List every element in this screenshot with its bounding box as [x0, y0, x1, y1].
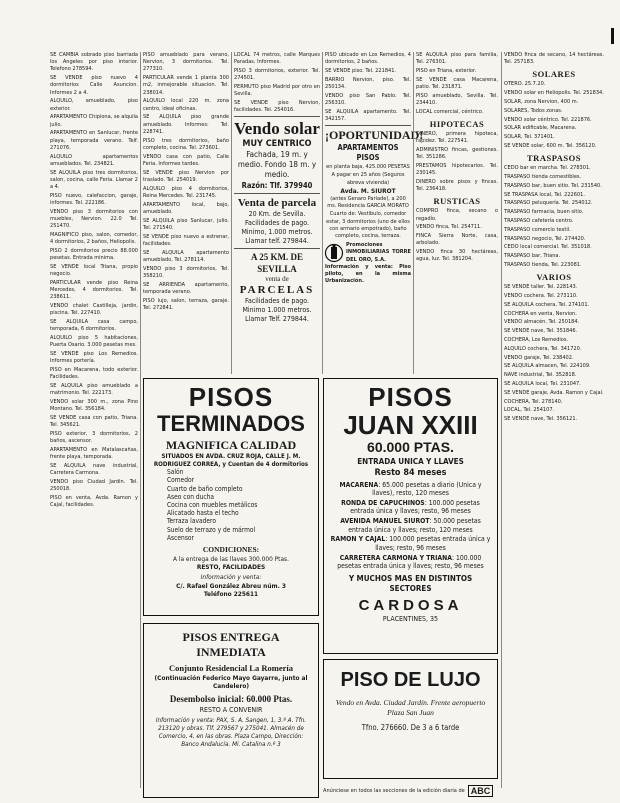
classified-ad: SE ALQUILA cochera, Tel. 274101. [504, 301, 590, 308]
km25-venta: venta de [265, 275, 289, 284]
classified-ad: PARTICULAR vende piso Reina Mercedes, 4 dormitorios. Tel. 238611. [50, 280, 138, 301]
classified-ad: TRASPASO cafetería centro. [504, 217, 574, 224]
juan-location-terms: : 100.000 pesetas entrada única y llaves; resto, 96 meses [375, 535, 491, 552]
classified-ad: TRASPASO peluquería. Tel. 254012. [504, 200, 593, 207]
classified-ad: PISO amueblado para verano, Nervion, 3 dormitorios. Tel. 277310. [143, 52, 229, 73]
oportunidad-line: (antes Genaro Parlade), a 200 ms. Residencia GARCIA MORATO [327, 196, 409, 210]
classified-ad: ALQUILO local 220 m. zona centro, ideal oficinas. [143, 98, 229, 112]
solares-heading: SOLARES [532, 69, 576, 80]
classified-ad: SOLAR, zona Nervion, 400 m. [504, 99, 579, 105]
juan-location-block [329, 535, 492, 552]
classified-ad: SE ARRIENDA apartamento, temporada verano. [143, 281, 229, 295]
divider [234, 248, 320, 249]
classified-ad: SOLAR, Tel. 371401. [504, 134, 555, 141]
terminados-feature: Cocina con muebles metálicos [167, 501, 258, 509]
oportunidad-line: A pagar en 25 años (Seguros abreva vivienda) [331, 172, 405, 186]
classified-ad: PISO exterior, 3 dormitorios, 2 baños, ascensor. [50, 431, 138, 445]
classified-ad: SE VENDE piso nuevo 4 dormitorios Calle Asuncion. Informes 2 a 4. [50, 75, 138, 96]
pisos-entrega-inmediata-ad [143, 623, 319, 798]
classified-ad: COCHERA en venta, Nervion. [504, 310, 577, 317]
juan-location-terms: : 65.000 pesetas a diario (Unica y llaves), resto, 120 meses [372, 480, 482, 497]
terminados-feature: Terraza lavadero [167, 517, 216, 526]
classified-ad: PRESTAMOS hipotecarios. Tel. 230145. [416, 163, 498, 177]
classified-ad: ALQUILO piso 5 habitaciones, Puerta Osario. 3.000 pesetas mes. [50, 335, 138, 349]
terminados-feature: Cuarto de baño completo [167, 484, 243, 493]
classified-ad: LOCAL comercial, céntrico. [416, 108, 484, 115]
classified-ad: SE VENDE casa con patio, Triana. Tel. 345621. [50, 415, 138, 429]
classified-ad: SE VENDE local Triana, propio negocio. [50, 264, 138, 278]
classified-ad: PISO ubicado en Los Remedios, 4 dormitorios, 2 baños. [325, 52, 411, 66]
vendo-solar-body: Fachada, 19 m. y medio. Fondo 18 m. y medio. [237, 150, 317, 180]
classified-ad: PISO amueblado, Sevilla. Tel. 234410. [416, 92, 498, 106]
classified-ad: VENDO finca, Tel. 254711. [416, 224, 482, 231]
juan-location-terms: : 50.000 pesetas entrada única y llaves; resto, 120 meses [348, 517, 481, 534]
classified-ad: TRASPASO farmacia, buen sitio. [504, 209, 584, 216]
juan-muchos-mas: Y MUCHOS MAS EN DISTINTOS SECTORES [348, 573, 473, 593]
oportunidad-info: Información y venta: Piso piloto, en la misma Urbanización. [325, 263, 411, 285]
classified-ad: VENDO chalet Castilleja, jardin, piscina. Tel. 227410. [50, 303, 138, 317]
vendo-solar-contact: Razón: Tlf. 379940 [241, 181, 313, 191]
juan-location-name: AVENIDA MANUEL SIUROT [340, 517, 430, 526]
juan-location-name: RONDA DE CAPUCHINOS [341, 498, 425, 507]
juan-location-terms: : 100.000 pesetas entrada única y llaves; resto, 96 meses [337, 553, 484, 571]
column-divider [231, 52, 232, 374]
classified-ad: SE VENDE piso Nervion por traslado. Tel. 254019. [143, 169, 229, 183]
entrega-colonia: (Continuación Federico Mayo Gayarre, junto al Candelero) [154, 674, 308, 690]
classified-ad: CEDO bar en marcha. Tel. 278301. [504, 165, 591, 172]
entrega-info: Información y venta: PAX, S. A. Sangen, 1, 3.º A. Tfn. 213120 y obras. Tlf. 279567 y 275041. Almacén de Comercio, 4, en las obras. Plaza Campo, Dirección: Banco Andalucía. Mi. Catalina n.º 3 [155, 717, 307, 748]
classified-ad: MAGNIFICO piso, salon, comedor, 4 dormitorios, 2 baños, Heliopolis. [50, 232, 138, 246]
oportunidad-line: Cuarto de: Vestibulo, comedor estar, 3 dormitorios (uno de ellos con armario empotrado), baño completo, cocina, terraza. [326, 211, 410, 240]
juan-location-terms: : 100.000 pesetas entrada única y llaves; resto, 96 meses [350, 498, 480, 516]
classified-ad: OTERO. 25.7.20. [504, 81, 546, 88]
pisos-juan-xxiii-ad [323, 378, 498, 654]
classified-ad: SE ALQUILA apartamento amueblado, Tel. 278114. [143, 249, 229, 263]
classified-ad: VENDO solar en Heliopolis. Tel. 251834. [504, 90, 604, 97]
classified-ad: PISO 2 dormitorios precio 88.000 pesetas. Entrada minima. [50, 248, 138, 262]
classified-ad: VENDO piso Ciudad Jardin. Tel. 250018. [50, 479, 138, 493]
classified-ad: SE ALQUILA local, Tel. 231047. [504, 380, 581, 387]
juan-address: PLACENTINES, 35 [382, 614, 439, 623]
classified-ad: SE ALQUILA nave industrial, Carretera Carmona. [50, 463, 138, 477]
terminados-conditions-title: CONDICIONES: [202, 545, 260, 555]
piso-de-lujo-ad [323, 659, 498, 779]
classified-ad: PISO en venta, Avda. Ramon y Cajal, facilidades. [50, 495, 138, 509]
terminados-condition-2: RESTO, FACILIDADES [196, 563, 266, 572]
juan-location-block [329, 499, 492, 516]
classified-ad: SE VENDE piso Nervion, facilidades. Tel. 254016. [234, 100, 320, 114]
classified-ad: SOLARES, Todos zonas. [504, 107, 563, 114]
divider [234, 193, 320, 194]
classified-ad: SE VENDE piso Los Remedios. Informes portería. [50, 351, 138, 365]
juan-title-1: PISOS [368, 382, 453, 412]
juan-location-block [329, 481, 492, 498]
vendo-finca-ad: VENDO finca de secano, 14 hectáreas. Tel. 257183. [504, 52, 604, 66]
classified-ad: VENDO piso 3 dormitorios con muebles, Nervion. 22.0 Tel. 251470. [50, 208, 138, 230]
classified-ad: APARTAMENTO en Matalascañas, frente playa, temporada. [50, 447, 138, 461]
classified-ad: SE ALQUILA piso tres dormitorios, salon, cocina, calle Feria. Llamar 2 a 4. [50, 169, 138, 191]
column-6-classifieds [504, 52, 604, 800]
column-4-ads [325, 52, 424, 374]
oportunidad-subtitle: APARTAMENTOS PISOS [337, 143, 399, 163]
lujo-phone: Tfno. 276660. De 3 a 6 tarde [361, 723, 460, 732]
classified-ad: PISO tres dormitorios, baño completo, cocina. Tel. 273601. [143, 137, 229, 151]
juan-price: 60.000 PTAS. [367, 439, 454, 455]
column-divider [140, 52, 141, 788]
hipotecas-heading: HIPOTECAS [429, 119, 485, 129]
entrega-conjunto: Conjunto Residencial La Romería [169, 663, 293, 673]
classified-ad: SE ALQUILA piso Sanlucar, julio. Tel. 271540. [143, 217, 229, 231]
column-5-classifieds [416, 52, 498, 374]
column-2-classifieds [143, 52, 229, 374]
promoter-block [325, 242, 411, 264]
classified-ad: VENDO solar 300 m., zona Pino Montano. Tel. 356184. [50, 399, 138, 413]
divider [325, 125, 411, 126]
classified-ad: ALQUILO piso 4 dormitorios, Reina Mercedes. Tel. 231745. [143, 185, 229, 199]
classified-ad: SE VENDE nave, Tel. 356121. [504, 416, 578, 423]
juan-location-name: RAMON Y CAJAL [330, 535, 386, 544]
juan-resto: Resto 84 meses [374, 468, 447, 478]
classified-ad: SE ALQUILA piso amueblado a matrimonio. Tel. 222173. [50, 383, 138, 397]
classified-ad: VENDO cochera. Tel. 273110. [504, 292, 578, 299]
parcela-body: 20 Km. de Sevilla. Facilidades de pago. Minimo, 1.000 metros. Llamar telf. 279844. [241, 210, 313, 246]
classified-ad: APARTAMENTO Chipiona, se alquila julio. [50, 114, 138, 128]
terminados-feature: Suelo de terrazo y de mármol [167, 525, 256, 534]
oportunidad-title: ¡OPORTUNIDAD! [325, 128, 424, 143]
lujo-line-1: Vendo en Avda. Ciudad Jardín. Frente aeropuerto Plaza San Juan [335, 698, 486, 717]
classified-ad: TRASPASO tienda, Tel. 223081. [504, 261, 582, 268]
traspasos-heading: TRASPASOS [527, 153, 581, 164]
classified-ad: ALQUILO cochera, Tel. 341720. [504, 345, 582, 352]
classified-ad: PISO 3 dormitorios, exterior. Tel. 274501. [234, 68, 320, 82]
classified-ad: APARTAMENTO en Sanlucar, frente playa, temporada verano. Telf. 271076. [50, 130, 138, 151]
terminados-title-1: PISOS [188, 382, 274, 412]
classified-ad: COCHERA, Los Remedios. [504, 336, 569, 343]
classified-ad: SE ALQUILA piso grande amueblado. Informes: Tel. 228741. [143, 114, 229, 135]
page-edge-mark [611, 28, 614, 44]
juan-cardosa: CARDOSA [358, 596, 463, 614]
terminados-calidad: MAGNIFICA CALIDAD [165, 438, 297, 452]
abc-footer-text: Anúnciese en todos las secciones de la edición diaria de [323, 787, 465, 794]
terminados-feature: Alicatado hasta el techo [167, 509, 239, 518]
column-divider [322, 52, 323, 374]
pisos-terminados-ad [143, 378, 319, 616]
classified-ad: SE TRASPASA local, Tel. 222601. [504, 191, 585, 198]
classified-ad: VENDO piso 3 dormitorios, Tel. 358210. [143, 265, 229, 279]
vendo-solar-subtitle: MUY CENTRICO [242, 139, 312, 150]
juan-location-name: CARRETERA CARMONA Y TRIANA [339, 553, 452, 562]
lujo-title: PISO DE LUJO [340, 669, 481, 691]
km25-parcelas: PARCELAS [239, 284, 315, 297]
terminados-info-address: C/. Rafael González Abreu núm. 3 [176, 582, 286, 591]
terminados-feature: Ascensor [167, 533, 194, 542]
classified-ad: SE VENDE piso. Tel. 221841. [325, 68, 397, 74]
terminados-title-2: TERMINADOS [157, 411, 305, 436]
classified-ad: ALQUILO apartamentos amueblados. Tel. 234821. [50, 153, 138, 167]
classified-ad: SE VENDE taller. Tel. 228143. [504, 284, 578, 291]
terminados-phone: Teléfono 225611 [203, 590, 259, 599]
classified-ad: DINERO sobre pisos y fincas. Tel. 236418. [416, 179, 498, 193]
terminados-address: SITUADOS EN AVDA. CRUZ ROJA, CALLE J. M. RODRIGUEZ CORREA, y Cuentan de 4 dormitorios [153, 453, 309, 468]
classified-ad: VENDO piso San Pablo. Tel. 256310. [325, 92, 411, 106]
varios-heading: VARIOS [536, 272, 572, 283]
classified-ad: NAVE industrial, Tel. 352818. [504, 372, 577, 379]
divider [234, 116, 320, 117]
juan-title-2: JUAN XXIII [343, 410, 478, 440]
vendo-solar-title: Vendo solar [234, 119, 320, 139]
classified-ad: ADMINISTRO fincas, gestiones. Tel. 351286. [416, 147, 498, 161]
classified-ad: SE VENDE nave, Tel. 351846. [504, 328, 578, 335]
rusticas-heading: RUSTICAS [433, 196, 481, 207]
km25-title: A 25 KM. DE SEVILLA [250, 252, 303, 275]
column-divider [501, 52, 502, 788]
classified-ad: ALQUILO, amueblado, piso exterior. [50, 98, 138, 112]
entrega-desembolso: Desembolso inicial: 60.000 Ptas. [169, 694, 293, 704]
classified-ad: TRASPASO comercio textil. [504, 226, 571, 233]
classified-ad: SE ALQUILA casa campo, temporada, 6 dormitorios. [50, 319, 138, 333]
classified-ad: COCHERA, Tel. 278140. [504, 398, 563, 405]
classified-ad: BARRIO Nervion, piso. Tel. 250134. [325, 76, 411, 90]
classified-ad: TRASPASO negocio, Tel. 274420. [504, 235, 586, 242]
oportunidad-line: Avda. M. SIUROT [340, 186, 396, 195]
classified-ad: SE ALQUILA apartamento. Tel. 342157. [325, 108, 411, 122]
terminados-feature: Comedor [167, 476, 195, 485]
terminados-info-title: Información y venta: [200, 573, 262, 582]
column-divider [413, 52, 414, 374]
km25-body: Facilidades de pago. Minimo 1.000 metros. Llamar Telf. 279844. [242, 297, 312, 324]
classified-ad: PISO en Macarena, todo exterior. Facilidades. [50, 367, 138, 381]
entrega-resto: RESTO A CONVENIR [199, 706, 263, 714]
classified-ad: PISO nuevo, calefaccion, garaje, informes. Tel. 222186. [50, 192, 138, 207]
classified-ad: SE ALQUILA almacen, Tel. 224109. [504, 363, 591, 370]
terminados-feature: Salón [167, 468, 184, 477]
classified-ad: PARTICULAR vende 1 planta 300 m2, inmejorable situacion. Tel. 238014. [143, 75, 229, 96]
entrega-title: PISOS ENTREGA INMEDIATA [182, 630, 280, 659]
classified-ad: SE VENDE solar, 600 m. Tel. 356120. [504, 142, 597, 149]
juan-entrada: ENTRADA UNICA Y LLAVES [357, 457, 464, 466]
classified-ad: TRASPASO tienda comestibles. [504, 173, 582, 180]
classified-ad: VENDO almacén, Tel. 250184. [504, 319, 580, 326]
classified-ad: SE CAMBIA sobrado piso barriada los Angeles por piso interior. Telefono 278594. [50, 52, 138, 73]
classified-ad: SE VENDE piso nuevo a estrenar, facilidades. [143, 233, 229, 247]
column-1-classifieds [50, 52, 138, 800]
classified-ad: APARTAMENTO local, bajo, amueblado. [143, 201, 229, 215]
terminados-condition-1: A la entrega de las llaves 300.000 Ptas. [173, 555, 289, 564]
classified-ad: COMPRO finca, secano o regadío. [416, 208, 498, 222]
promoter-name: Promociones INMOBILIARIAS TORRE DEL ORO, S.A. [346, 242, 411, 263]
oportunidad-line: en planta baja, 425.000 PESETAS [326, 164, 410, 171]
classified-ad: SE VENDE garaje, Avda. Ramon y Cajal. [504, 389, 604, 396]
classified-ad: CEDO local comercial. Tel. 351018. [504, 244, 592, 251]
abc-logo: ABC [468, 785, 494, 797]
classified-ad: LOCAL, Tel. 254107. [504, 407, 555, 414]
tower-logo-icon [325, 243, 343, 263]
abc-footer [323, 782, 498, 800]
classified-ad: TRASPASO bar, Triana. [504, 253, 561, 260]
classified-ad: SOLAR edificable, Macarena. [504, 125, 577, 132]
classified-ad: PISO en Triana, exterior. [416, 68, 477, 74]
classified-ad: VENDO finca 30 hectáreas, agua, luz. Tel. 381204. [416, 249, 498, 263]
classified-ad: VENDO solar céntrico. Tel. 221876. [504, 116, 592, 123]
column-3-ads [234, 52, 320, 374]
classified-ad: DINERO, primera hipoteca, rapidez. Tel. 227541. [416, 131, 498, 145]
terminados-feature: Aseo con ducha [167, 492, 215, 501]
classified-ad: FINCA Sierra Norte, casa, arbolado. [416, 233, 498, 247]
classified-ad: LOCAL 74 metros, calle Marques Paradas. Informes. [234, 52, 320, 66]
juan-location-block [329, 554, 492, 571]
classified-ad: VENDO casa con patio, Calle Feria. Informes tardes. [143, 153, 229, 167]
classified-ad: TRASPASO bar, buen sitio. Tel. 231540. [504, 182, 602, 189]
juan-location-name: MACARENA [339, 480, 379, 489]
classified-ad: SE ALQUILA piso para familia, Tel. 276301. [416, 52, 498, 66]
classified-ad: VENDO garaje, Tel. 238402. [504, 354, 574, 361]
juan-location-block [329, 517, 492, 534]
classified-ad: PISO lujo, salon, terraza, garaje. Tel. 272841. [143, 297, 229, 311]
classified-ad: PERMUTO piso Madrid por otro en Sevilla. [234, 84, 320, 98]
classified-ad: SE VENDE casa Macarena, patio. Tel. 231871. [416, 76, 498, 90]
parcela-title: Venta de parcela [237, 197, 317, 210]
